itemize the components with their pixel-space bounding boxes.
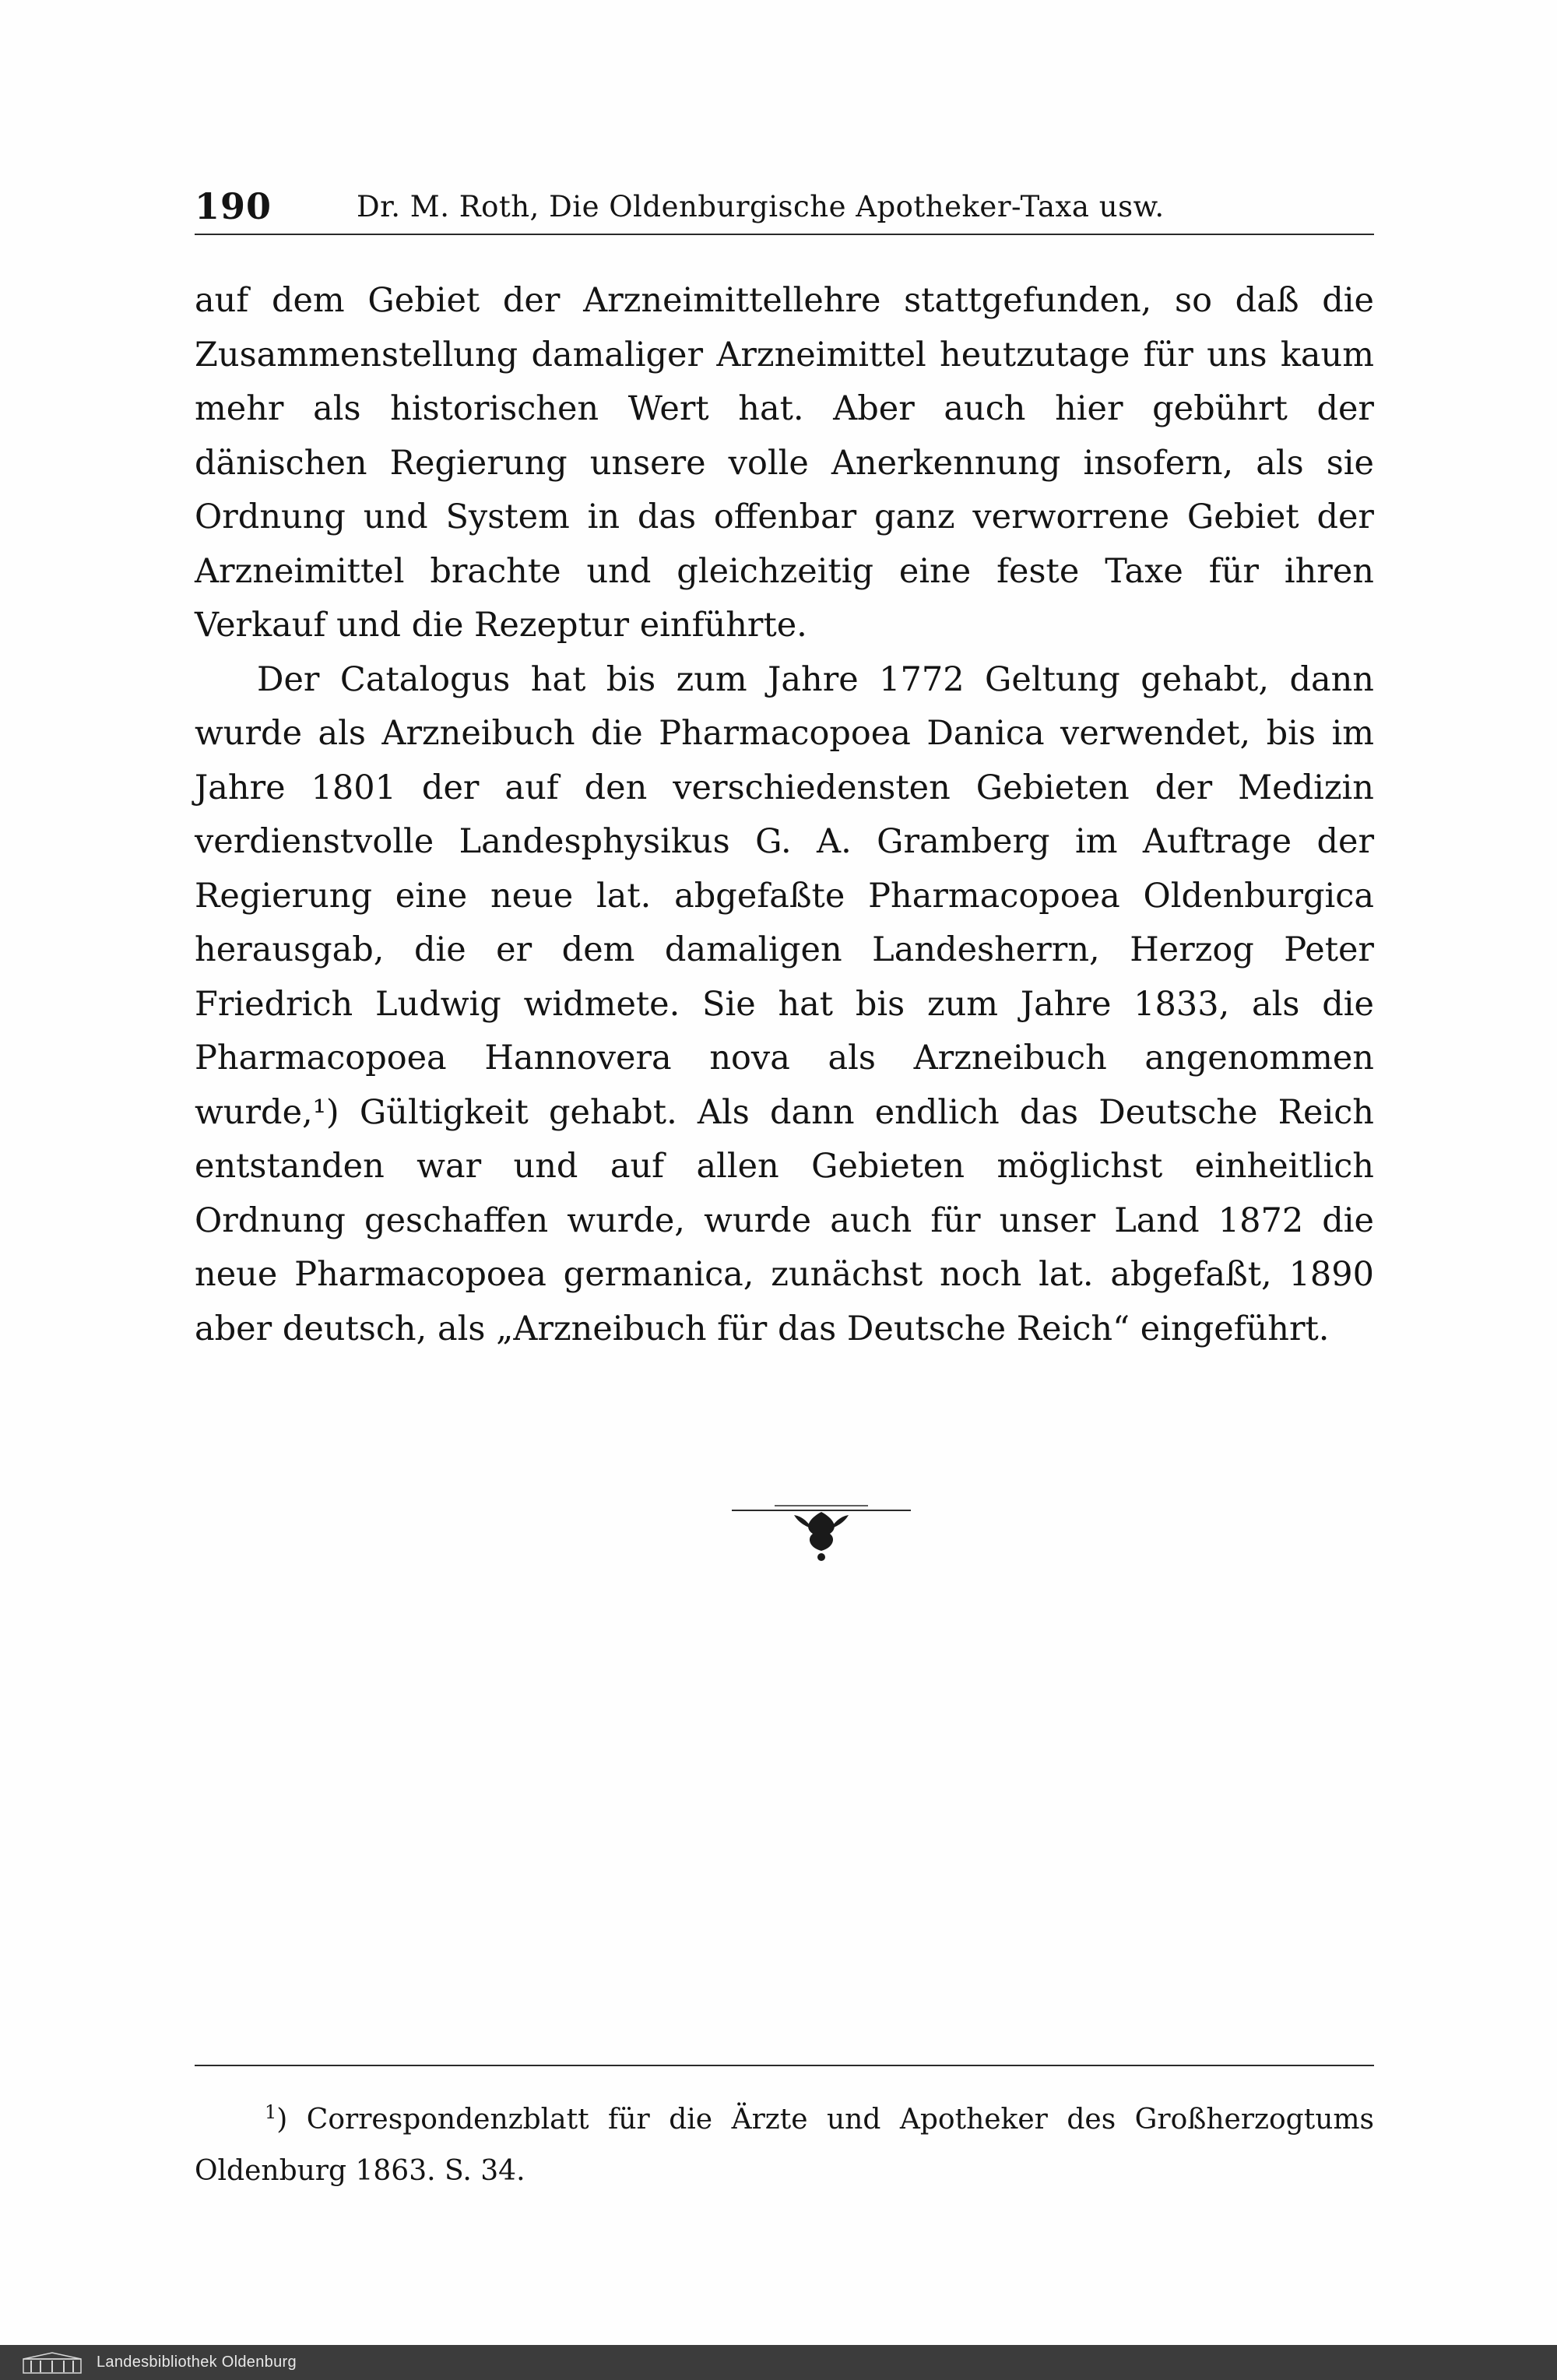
running-title: Dr. M. Roth, Die Oldenburgische Apotheker-Taxa usw. [357, 190, 1165, 223]
paragraph-1: auf dem Gebiet der Arzneimittellehre stattgefunden, so daß die Zusammenstellung damaliger Arzneimittel heutzutage für uns kaum mehr als historischen Wert hat. Aber auch hier gebührt der dänischen Regierung unsere volle Anerkennung insofern, als sie Ordnung und System in das offenbar ganz verworrene Gebiet der Arzneimittel brachte und gleichzeitig eine feste Taxe für ihren Verkauf und die Rezeptur einführte. [195, 281, 1374, 645]
footnote-divider [195, 2065, 1374, 2066]
page-number: 190 [195, 185, 272, 227]
footnote-marker: 1 [265, 2101, 277, 2123]
page-header [195, 179, 1374, 235]
floral-ornament-icon [732, 1495, 911, 1573]
library-footer-bar [0, 2345, 1557, 2380]
footnote-text: ) Correspondenzblatt für die Ärzte und Apotheker des Großherzogtums Oldenburg 1863. S. 34. [195, 2104, 1374, 2187]
library-name: Landesbibliothek Oldenburg [97, 2354, 297, 2371]
library-building-icon [22, 2351, 83, 2375]
main-text [195, 274, 1374, 1356]
footnote [195, 2086, 1374, 2197]
paragraph-2: Der Catalogus hat bis zum Jahre 1772 Geltung gehabt, dann wurde als Arzneibuch die Pharmacopoea Danica verwendet, bis im Jahre 1801 der auf den verschiedensten Gebieten der Medizin verdienstvolle Landesphysikus G. A. Gramberg im Auftrage der Regierung eine neue lat. abgefaßte Pharmacopoea Oldenburgica herausgab, die er dem damaligen Landesherrn, Herzog Peter Friedrich Ludwig widmete. Sie hat bis zum Jahre 1833, als die Pharmacopoea Hannovera nova als Arzneibuch angenommen wurde,¹) Gültigkeit gehabt. Als dann endlich das Deutsche Reich entstanden war und auf allen Gebieten möglichst einheitlich Ordnung geschaffen wurde, wurde auch für unser Land 1872 die neue Pharmacopoea germanica, zunächst noch lat. abgefaßt, 1890 aber deutsch, als „Arzneibuch für das Deutsche Reich“ eingeführt. [195, 659, 1374, 1348]
